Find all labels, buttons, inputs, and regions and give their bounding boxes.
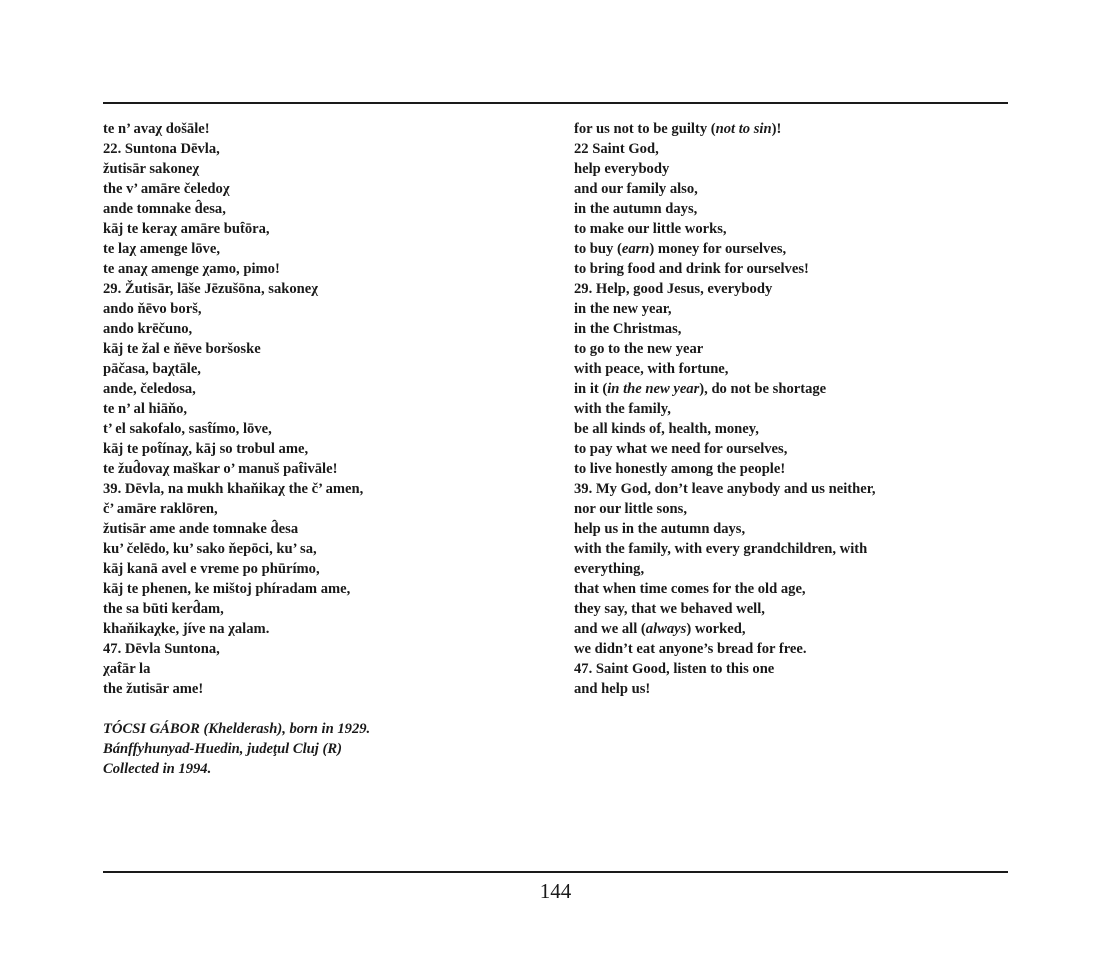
romani-line: ande tomnake d̑esa, [103,201,226,217]
romani-text-column [103,119,553,699]
translation-line [574,379,1014,399]
translation-line [574,359,1014,379]
line-segment: to pay what we need for ourselves, [574,441,788,457]
line-segment: ) money for ourselves, [649,241,787,257]
romani-line: 47. Dēvla Suntona, [103,641,220,657]
romani-line: t’ el sakofalo, sast̑ímo, lōve, [103,421,272,437]
line-segment: in the Christmas, [574,321,682,337]
line-segment: they say, that we behaved well, [574,601,765,617]
romani-line: χat̑ār la [103,661,151,677]
line-segment: we didn’t eat anyone’s bread for free. [574,641,807,657]
translation-line [574,119,1014,139]
line-segment: to live honestly among the people! [574,461,786,477]
romani-line: 29. Žutisār, lāše Jēzušōna, sakoneχ [103,281,319,297]
translation-line [574,239,1014,259]
line-segment: for us not to be guilty ( [574,121,716,137]
line-segment: and our family also, [574,181,698,197]
romani-line: the v’ amāre čeledoχ [103,181,230,197]
line-segment: )! [771,121,782,137]
translation-line [574,579,1014,599]
line-segment: to bring food and drink for ourselves! [574,261,809,277]
translation-line [574,299,1014,319]
translation-line [574,499,1014,519]
line-segment: to buy ( [574,241,622,257]
romani-line: kāj te keraχ amāre but̑ōra, [103,221,270,237]
line-segment: in it ( [574,381,608,397]
romani-line: 39. Dēvla, na mukh khaňikaχ the č’ amen, [103,481,364,497]
credit-line-informant: TÓCSI GÁBOR (Khelderash), born in 1929. [103,721,371,737]
line-segment: to make our little works, [574,221,727,237]
credit-line-collected: Collected in 1994. [103,761,212,777]
line-segment: be all kinds of, health, money, [574,421,759,437]
line-segment: 47. Saint Good, listen to this one [574,661,775,677]
translation-line [574,459,1014,479]
line-segment: everything, [574,561,645,577]
line-segment: ) worked, [686,621,746,637]
italic-gloss: not to sin [715,121,772,137]
italic-gloss: in the new year [607,381,700,397]
romani-line: te n’ avaχ došāle! [103,121,210,137]
romani-line: žutisār sakoneχ [103,161,200,177]
translation-line [574,199,1014,219]
line-segment: and we all ( [574,621,646,637]
romani-line: kāj te phenen, ke mištoj phíradam ame, [103,581,351,597]
romani-line: te laχ amenge lōve, [103,241,220,257]
romani-line: žutisār ame ande tomnake d̑esa [103,521,299,537]
romani-line: te anaχ amenge χamo, pimo! [103,261,280,277]
translation-line [574,179,1014,199]
romani-line: khaňikaχke, jíve na χalam. [103,621,270,637]
translation-line [574,479,1014,499]
line-segment: with the family, with every grandchildren, with [574,541,868,557]
translation-line [574,659,1014,679]
line-segment: in the autumn days, [574,201,698,217]
line-segment: 29. Help, good Jesus, everybody [574,281,773,297]
page-number: 144 [539,879,572,903]
line-segment: to go to the new year [574,341,704,357]
source-credits [103,719,370,779]
romani-line: ku’ čelēdo, ku’ sako ňepōci, ku’ sa, [103,541,317,557]
translation-line [574,679,1014,699]
translation-line [574,539,1014,559]
line-segment: 39. My God, don’t leave anybody and us neither, [574,481,876,497]
translation-line [574,619,1014,639]
translation-line [574,519,1014,539]
romani-line: 22. Suntona Dēvla, [103,141,220,157]
translation-line [574,139,1014,159]
romani-line: te n’ al hiāňo, [103,401,188,417]
translation-line [574,279,1014,299]
translation-line [574,439,1014,459]
translation-line [574,559,1014,579]
credit-line-location: Bánffyhunyad-Huedin, judeţul Cluj (R) [103,741,342,757]
romani-line: ando ňēvo borš, [103,301,202,317]
translation-line [574,339,1014,359]
italic-gloss: earn [621,241,650,257]
line-segment: help us in the autumn days, [574,521,746,537]
translation-line [574,319,1014,339]
translation-line [574,599,1014,619]
line-segment: with peace, with fortune, [574,361,729,377]
line-segment: that when time comes for the old age, [574,581,806,597]
translation-line [574,159,1014,179]
romani-line: kāj te pot̑ínaχ, kāj so trobul ame, [103,441,309,457]
line-segment: in the new year, [574,301,672,317]
romani-line: kāj te žal e ňēve boršoske [103,341,261,357]
line-segment: 22 Saint God, [574,141,659,157]
translation-line [574,259,1014,279]
line-segment: help everybody [574,161,670,177]
line-segment: nor our little sons, [574,501,687,517]
translation-line [574,219,1014,239]
translation-line [574,419,1014,439]
bottom-rule [103,871,1008,873]
romani-line: kāj kanā avel e vreme po phūrímo, [103,561,320,577]
line-segment: with the family, [574,401,671,417]
english-translation-column [574,119,1014,699]
romani-line: the sa būti kerd̑am, [103,601,224,617]
translation-line [574,399,1014,419]
romani-line: pāčasa, baχtāle, [103,361,201,377]
italic-gloss: always [645,621,687,637]
romani-line: ande, čeledosa, [103,381,196,397]
romani-line: č’ amāre raklōren, [103,501,218,517]
romani-line: te žud̑ovaχ maškar o’ manuš pat̑ivāle! [103,461,338,477]
romani-line: ando krēčuno, [103,321,193,337]
romani-line: the žutisār ame! [103,681,204,697]
top-rule [103,102,1008,104]
line-segment: ), do not be shortage [699,381,827,397]
translation-line [574,639,1014,659]
line-segment: and help us! [574,681,651,697]
